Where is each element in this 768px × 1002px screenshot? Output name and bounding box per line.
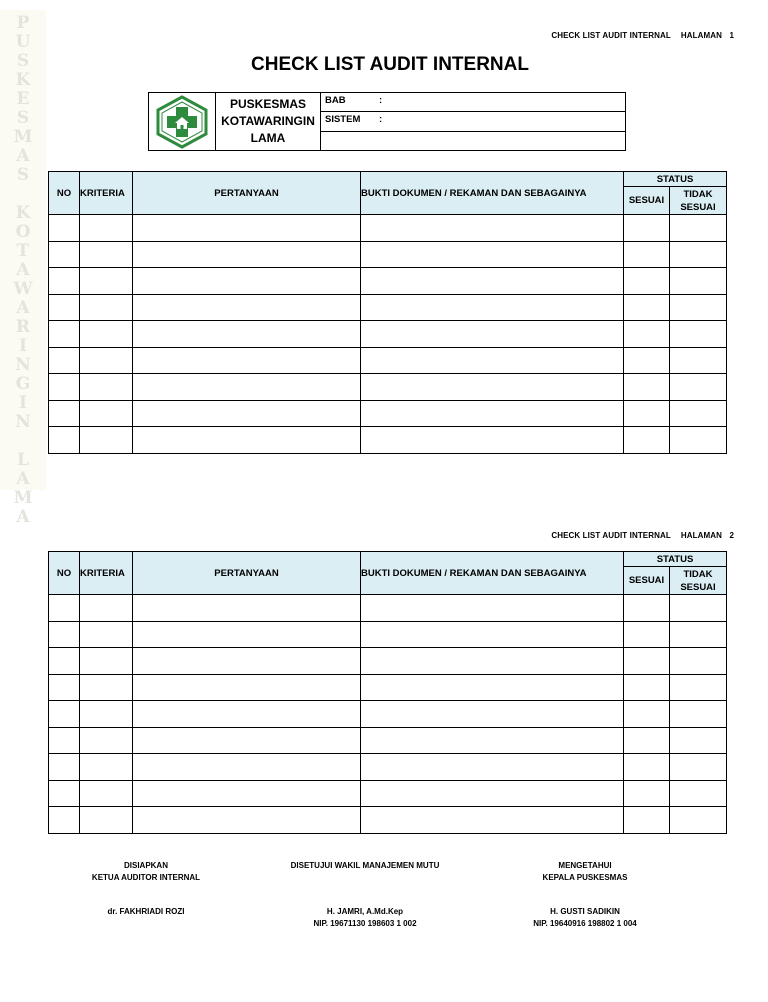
header-title: CHECK LIST AUDIT INTERNAL (551, 531, 671, 540)
cell-kriteria[interactable] (80, 754, 133, 781)
cell-tidak-sesuai[interactable] (670, 621, 727, 648)
sistem-row (321, 112, 625, 131)
cell-pertanyaan[interactable] (133, 701, 361, 728)
signature-name: H. JAMRI, A.Md.Kep (326, 907, 404, 916)
cell-sesuai[interactable] (624, 807, 670, 834)
cell-tidak-sesuai[interactable] (670, 727, 727, 754)
cell-pertanyaan[interactable] (133, 268, 361, 295)
signature-role: DISIAPKAN (123, 861, 168, 870)
cell-pertanyaan[interactable] (133, 754, 361, 781)
cell-kriteria[interactable] (80, 400, 133, 427)
cell-kriteria[interactable] (80, 427, 133, 454)
table-body (49, 215, 727, 454)
checklist-table-2 (48, 551, 727, 834)
table-row (49, 701, 727, 728)
puskesmas-cross-house-icon (154, 95, 210, 149)
document-title: CHECK LIST AUDIT INTERNAL (251, 54, 529, 75)
cell-bukti[interactable] (361, 374, 624, 401)
signature-name: dr. FAKHRIADI ROZI (107, 907, 185, 916)
cell-sesuai[interactable] (624, 321, 670, 348)
cell-no[interactable] (49, 754, 80, 781)
signature-position: KEPALA PUSKESMAS (542, 873, 628, 882)
cell-no[interactable] (49, 427, 80, 454)
header-page-label: HALAMAN (680, 531, 722, 540)
cell-sesuai[interactable] (624, 621, 670, 648)
puskesmas-logo (149, 93, 216, 150)
cell-kriteria[interactable] (80, 701, 133, 728)
cell-kriteria[interactable] (80, 648, 133, 675)
tidak-label: TIDAK (683, 188, 713, 200)
cell-no[interactable] (49, 241, 80, 268)
cell-tidak-sesuai[interactable] (670, 701, 727, 728)
cell-bukti[interactable] (361, 674, 624, 701)
cell-no[interactable] (49, 268, 80, 295)
puskesmas-name (216, 93, 321, 150)
cell-no[interactable] (49, 727, 80, 754)
cell-kriteria[interactable] (80, 347, 133, 374)
table-row (49, 347, 727, 374)
cell-tidak-sesuai[interactable] (670, 595, 727, 622)
info-fields (321, 93, 625, 150)
table-row (49, 807, 727, 834)
watermark-text (0, 10, 46, 527)
cell-bukti[interactable] (361, 321, 624, 348)
sistem-label: SISTEM (325, 114, 361, 126)
cell-sesuai[interactable] (624, 674, 670, 701)
cell-bukti[interactable] (361, 215, 624, 242)
table-body (49, 595, 727, 834)
signature-nip: NIP. 19640916 198802 1 004 (533, 919, 637, 928)
cell-no[interactable] (49, 400, 80, 427)
cell-tidak-sesuai[interactable] (670, 347, 727, 374)
cell-bukti[interactable] (361, 241, 624, 268)
table-row (49, 427, 727, 454)
col-pertanyaan-header: PERTANYAAN (133, 552, 361, 595)
col-tidak-sesuai-header (670, 187, 727, 215)
cell-kriteria[interactable] (80, 268, 133, 295)
cell-bukti[interactable] (361, 621, 624, 648)
cell-bukti[interactable] (361, 727, 624, 754)
cell-no[interactable] (49, 374, 80, 401)
watermark-word: L A M A (13, 450, 33, 527)
signature-center (265, 860, 465, 930)
cell-pertanyaan[interactable] (133, 727, 361, 754)
cell-no[interactable] (49, 347, 80, 374)
col-status-header: STATUS (624, 552, 727, 567)
cell-kriteria[interactable] (80, 727, 133, 754)
bab-label: BAB (325, 95, 346, 106)
table-row (49, 268, 727, 295)
col-tidak-sesuai-header (670, 567, 727, 595)
col-sesuai-header: SESUAI (624, 187, 670, 215)
cell-bukti[interactable] (361, 701, 624, 728)
cell-tidak-sesuai[interactable] (670, 754, 727, 781)
table-row (49, 674, 727, 701)
table-row (49, 648, 727, 675)
cell-tidak-sesuai[interactable] (670, 268, 727, 295)
cell-kriteria[interactable] (80, 215, 133, 242)
cell-sesuai[interactable] (624, 241, 670, 268)
sesuai-label: SESUAI (680, 201, 716, 213)
cell-bukti[interactable] (361, 807, 624, 834)
checklist-table-1 (48, 171, 727, 454)
cell-pertanyaan[interactable] (133, 347, 361, 374)
cell-tidak-sesuai[interactable] (670, 807, 727, 834)
cell-sesuai[interactable] (624, 347, 670, 374)
cell-bukti[interactable] (361, 754, 624, 781)
cell-bukti[interactable] (361, 427, 624, 454)
col-no-header: NO (49, 172, 80, 215)
col-sesuai-header: SESUAI (624, 567, 670, 595)
sistem-value[interactable]: : (379, 114, 383, 126)
cell-no[interactable] (49, 621, 80, 648)
bab-value[interactable]: : (379, 95, 383, 106)
cell-pertanyaan[interactable] (133, 674, 361, 701)
cell-sesuai[interactable] (624, 727, 670, 754)
sesuai-label: SESUAI (680, 581, 716, 593)
signature-name: H. GUSTI SADIKIN (550, 907, 620, 916)
cell-no[interactable] (49, 215, 80, 242)
cell-sesuai[interactable] (624, 427, 670, 454)
cell-bukti[interactable] (361, 347, 624, 374)
col-kriteria-header: KRITERIA (80, 552, 133, 595)
cell-kriteria[interactable] (80, 241, 133, 268)
signature-right (505, 860, 665, 930)
cell-pertanyaan[interactable] (133, 294, 361, 321)
cell-no[interactable] (49, 595, 80, 622)
info-box (148, 92, 626, 151)
cell-bukti[interactable] (361, 648, 624, 675)
cell-bukti[interactable] (361, 400, 624, 427)
cell-sesuai[interactable] (624, 701, 670, 728)
cell-tidak-sesuai[interactable] (670, 427, 727, 454)
signature-position (265, 872, 465, 884)
cell-pertanyaan[interactable] (133, 321, 361, 348)
header-page-number: 1 (729, 31, 734, 40)
cell-pertanyaan[interactable] (133, 780, 361, 807)
cell-no[interactable] (49, 807, 80, 834)
table-row (49, 595, 727, 622)
cell-tidak-sesuai[interactable] (670, 374, 727, 401)
table-row (49, 321, 727, 348)
puskesmas-name-line: KOTAWARINGIN (221, 114, 315, 128)
cell-pertanyaan[interactable] (133, 400, 361, 427)
cell-kriteria[interactable] (80, 294, 133, 321)
cell-sesuai[interactable] (624, 268, 670, 295)
col-bukti-header: BUKTI DOKUMEN / REKAMAN DAN SEBAGAINYA (361, 172, 624, 215)
cell-kriteria[interactable] (80, 674, 133, 701)
cell-kriteria[interactable] (80, 595, 133, 622)
cell-no[interactable] (49, 648, 80, 675)
cell-kriteria[interactable] (80, 807, 133, 834)
table-row (49, 621, 727, 648)
cell-tidak-sesuai[interactable] (670, 674, 727, 701)
col-no-header: NO (49, 552, 80, 595)
table-row (49, 374, 727, 401)
cell-tidak-sesuai[interactable] (670, 648, 727, 675)
table-row (49, 294, 727, 321)
cell-no[interactable] (49, 780, 80, 807)
table-row (49, 727, 727, 754)
cell-pertanyaan[interactable] (133, 215, 361, 242)
cell-pertanyaan[interactable] (133, 807, 361, 834)
cell-bukti[interactable] (361, 780, 624, 807)
page-header-1 (551, 31, 734, 40)
col-kriteria-header: KRITERIA (80, 172, 133, 215)
puskesmas-name-line: LAMA (250, 131, 286, 145)
cell-no[interactable] (49, 294, 80, 321)
cell-sesuai[interactable] (624, 400, 670, 427)
cell-tidak-sesuai[interactable] (670, 241, 727, 268)
cell-sesuai[interactable] (624, 294, 670, 321)
signature-role: DISETUJUI WAKIL MANAJEMEN MUTU (290, 861, 440, 870)
cell-kriteria[interactable] (80, 621, 133, 648)
signature-role: MENGETAHUI (558, 861, 612, 870)
cell-kriteria[interactable] (80, 780, 133, 807)
col-pertanyaan-header: PERTANYAAN (133, 172, 361, 215)
cell-bukti[interactable] (361, 268, 624, 295)
table-row (49, 241, 727, 268)
cell-pertanyaan[interactable] (133, 427, 361, 454)
cell-sesuai[interactable] (624, 374, 670, 401)
cell-bukti[interactable] (361, 294, 624, 321)
header-title: CHECK LIST AUDIT INTERNAL (551, 31, 671, 40)
puskesmas-name-line: PUSKESMAS (229, 97, 306, 111)
cell-sesuai[interactable] (624, 215, 670, 242)
page-header-2 (551, 531, 734, 540)
cell-no[interactable] (49, 674, 80, 701)
cell-no[interactable] (49, 321, 80, 348)
extra-row (321, 132, 625, 150)
cell-sesuai[interactable] (624, 648, 670, 675)
cell-tidak-sesuai[interactable] (670, 294, 727, 321)
cell-sesuai[interactable] (624, 595, 670, 622)
cell-tidak-sesuai[interactable] (670, 215, 727, 242)
bab-row (321, 93, 625, 112)
signature-nip: NIP. 19671130 198603 1 002 (313, 919, 417, 928)
cell-kriteria[interactable] (80, 321, 133, 348)
tidak-label: TIDAK (683, 568, 713, 580)
cell-tidak-sesuai[interactable] (670, 780, 727, 807)
cell-sesuai[interactable] (624, 754, 670, 781)
watermark-word: K O T A W A R I N G I N (13, 203, 33, 432)
cell-kriteria[interactable] (80, 374, 133, 401)
table-row (49, 754, 727, 781)
cell-sesuai[interactable] (624, 780, 670, 807)
cell-pertanyaan[interactable] (133, 241, 361, 268)
signature-position: KETUA AUDITOR INTERNAL (91, 873, 201, 882)
table-row (49, 400, 727, 427)
cell-tidak-sesuai[interactable] (670, 400, 727, 427)
col-status-header: STATUS (624, 172, 727, 187)
watermark-word: P U S K E S M A S (13, 13, 33, 185)
header-page-number: 2 (729, 531, 734, 540)
cell-pertanyaan[interactable] (133, 595, 361, 622)
col-bukti-header: BUKTI DOKUMEN / REKAMAN DAN SEBAGAINYA (361, 552, 624, 595)
table-row (49, 780, 727, 807)
header-page-label: HALAMAN (680, 31, 722, 40)
cell-bukti[interactable] (361, 595, 624, 622)
cell-no[interactable] (49, 701, 80, 728)
table-row (49, 215, 727, 242)
cell-pertanyaan[interactable] (133, 648, 361, 675)
cell-pertanyaan[interactable] (133, 621, 361, 648)
side-watermark (0, 10, 46, 527)
cell-tidak-sesuai[interactable] (670, 321, 727, 348)
signature-left (66, 860, 226, 918)
cell-pertanyaan[interactable] (133, 374, 361, 401)
